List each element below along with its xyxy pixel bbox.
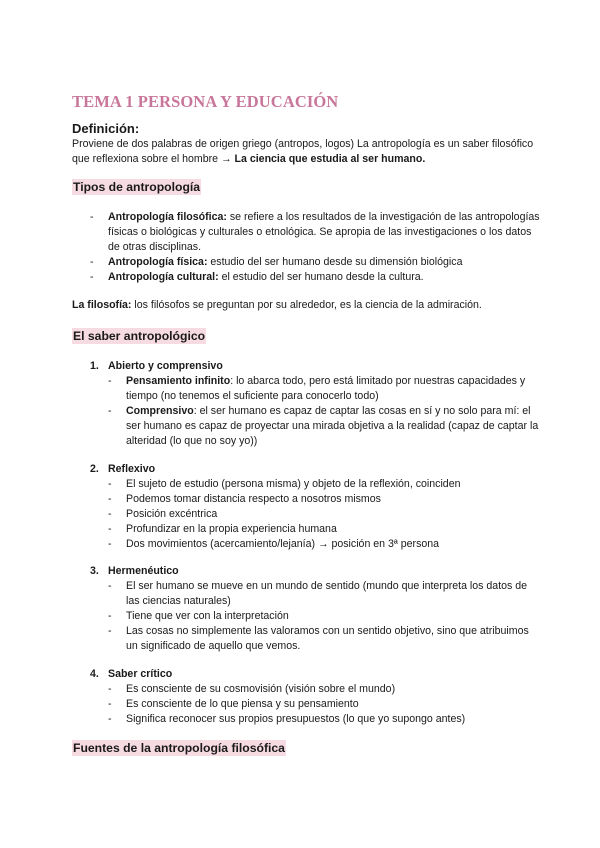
list-item: - Antropología cultural: el estudio del ser humano desde la cultura. (90, 271, 424, 283)
knowledge-heading: El saber antropológico (73, 329, 206, 343)
knowledge-section-3 (90, 564, 542, 654)
list-item: - Antropología física: estudio del ser humano desde su dimensión biológica (90, 256, 463, 268)
list-item: - Significa reconocer sus propios presupuestos (lo que yo supongo antes) (108, 713, 466, 725)
knowledge-section-2 (90, 462, 542, 552)
list-item: - Pensamiento infinito: lo abarca todo, pero está limitado por nuestras capacidades y tiempo (no tenemos el suficiente para conocerlo todo) (108, 375, 526, 402)
list-item: - Es consciente de lo que piensa y su pensamiento (108, 698, 359, 710)
section-title: 4. Saber crítico (90, 668, 173, 680)
philosophy-paragraph: La filosofía: los filósofos se preguntan por su alrededor, es la ciencia de la admiración. (72, 299, 482, 311)
list-item: - Dos movimientos (acercamiento/lejanía) → posición en 3ª persona (108, 538, 440, 550)
section-title: 1. Abierto y comprensivo (90, 360, 223, 372)
types-list (72, 210, 542, 285)
section-title: 3. Hermenéutico (90, 565, 179, 577)
list-item: - El sujeto de estudio (persona misma) y objeto de la reflexión, coinciden (108, 478, 461, 490)
list-item: - Podemos tomar distancia respecto a nosotros mismos (108, 493, 381, 505)
page-title: TEMA 1 PERSONA Y EDUCACIÓN (72, 92, 339, 111)
list-item: - El ser humano se mueve en un mundo de sentido (mundo que interpreta los datos de las ciencias naturales) (108, 580, 528, 607)
types-heading: Tipos de antropología (73, 180, 201, 194)
definition-text: Proviene de dos palabras de origen griego (antropos, logos) La antropología es un saber filosófico que reflexiona sobre el hombre → La ciencia que estudia al ser humano. (72, 138, 534, 165)
list-item: - Las cosas no simplemente las valoramos con un sentido objetivo, sino que atribuimos un significado de aquello que vemos. (108, 625, 529, 652)
list-item: - Antropología filosófica: se refiere a los resultados de la investigación de las antropologías físicas o biológicas y culturales o etnológica. Se apropia de las investigaciones o los datos de otras disciplinas. (90, 211, 540, 253)
list-item: - Profundizar en la propia experiencia humana (108, 523, 337, 535)
list-item: - Es consciente de su cosmovisión (visión sobre el mundo) (108, 683, 396, 695)
section-title: 2. Reflexivo (90, 463, 156, 475)
definition-bold: La ciencia que estudia al ser humano. (234, 153, 426, 165)
list-item: - Posición excéntrica (108, 508, 218, 520)
knowledge-section-1 (90, 359, 542, 449)
sources-heading: Fuentes de la antropología filosófica (73, 741, 285, 755)
definition-heading: Definición: (72, 121, 140, 136)
list-item: - Comprensivo: el ser humano es capaz de captar las cosas en sí y no solo para mí: el ser humano es capaz de proyectar una mirada objetiva a la realidad (capaz de captar la alteridad (lo que no soy yo)) (108, 405, 539, 447)
knowledge-section-4 (90, 667, 542, 727)
list-item: - Tiene que ver con la interpretación (108, 610, 289, 622)
